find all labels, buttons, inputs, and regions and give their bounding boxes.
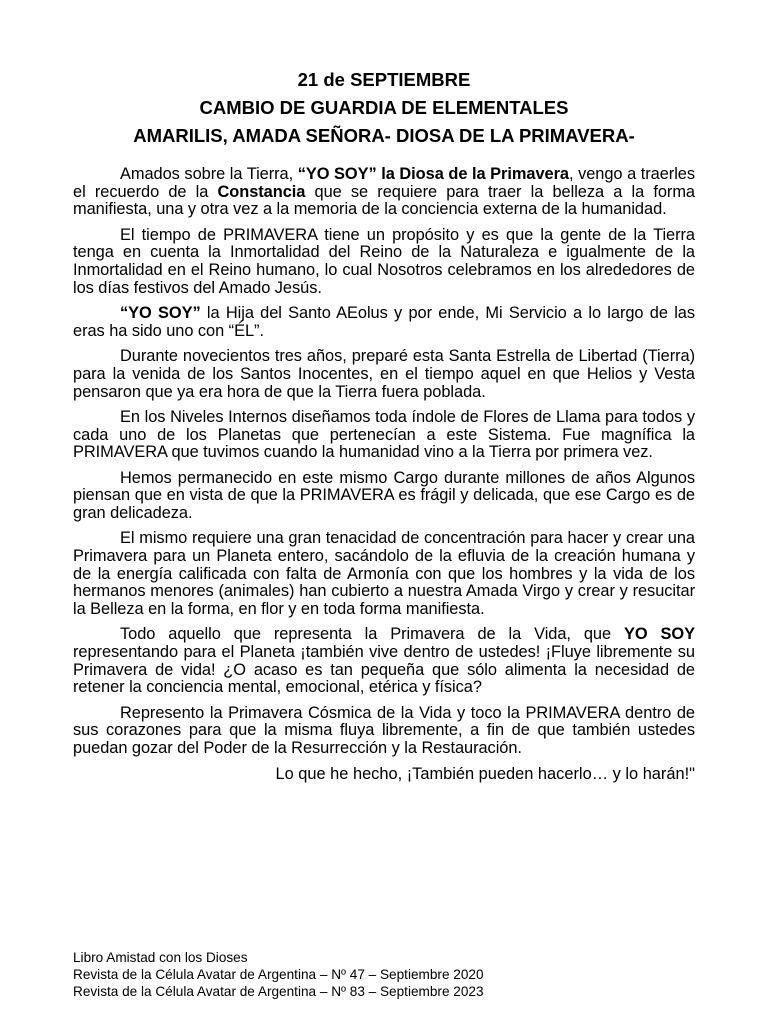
footer-source-magazine-47: Revista de la Célula Avatar de Argentina – Nº 47 – Septiembre 2020 <box>73 967 484 982</box>
paragraph-2: El tiempo de PRIMAVERA tiene un propósito y es que la gente de la Tierra tenga en cuenta la Inmortalidad del Reino de la Naturaleza e igualmente de la Inmortalidad en el Reino humano, lo cual Nosotros celebramos en los alrededores de los días festivos del Amado Jesús. <box>73 225 695 297</box>
paragraph-8-text-c: representando para el Planeta ¡también vive dentro de ustedes! ¡Fluye libremente su Primavera de vida! ¿O acaso es tan pequeña que sólo alimenta la necesidad de retener la conciencia mental, emocional, etérica y física? <box>73 643 695 697</box>
paragraph-7: El mismo requiere una gran tenacidad de concentración para hacer y crear una Primavera para un Planeta entero, sacándolo de la efluvia de la creación humana y de la energía calificada con falta de Armonía con que los hombres y la vida de los hermanos menores (animales) han cubierto a nuestra Amada Virgo y crear y resucitar la Belleza en la forma, en flor y en toda forma manifiesta. <box>73 529 695 619</box>
paragraph-8-bold-b: YO SOY <box>624 625 696 644</box>
header-subtitle: AMARILIS, AMADA SEÑORA- DIOSA DE LA PRIMAVERA- <box>133 125 635 146</box>
paragraph-6: Hemos permanecido en este mismo Cargo durante millones de años Algunos piensan que en vista de que la PRIMAVERA es frágil y delicada, que ese Cargo es de gran delicadeza. <box>73 468 695 522</box>
paragraph-1-text-c: , vengo a traerles el recuerdo de la <box>73 165 695 201</box>
paragraph-8-text-a: Todo aquello que representa la Primavera de la Vida, que <box>120 625 625 644</box>
paragraph-1-bold-d: Constancia <box>217 182 306 201</box>
paragraph-3-text-b: la Hija del Santo AEolus y por ende, Mi Servicio a lo largo de las eras ha sido uno con “ÉL”. <box>73 304 695 340</box>
paragraph-1-text-e: que se requiere para traer la belleza a la forma manifiesta, una y otra vez a la memoria de la conciencia externa de la humanidad. <box>73 182 695 219</box>
header-date: 21 de SEPTIEMBRE <box>297 69 471 90</box>
closing-line: Lo que he hecho, ¡También pueden hacerlo… y lo harán!" <box>275 765 695 784</box>
footer-source-magazine-83: Revista de la Célula Avatar de Argentina – Nº 83 – Septiembre 2023 <box>73 984 484 999</box>
document-footer <box>73 949 484 1000</box>
paragraph-1-text-a: Amados sobre la Tierra, <box>120 165 298 183</box>
paragraph-1 <box>73 166 695 219</box>
paragraph-9: Represento la Primavera Cósmica de la Vida y toco la PRIMAVERA dentro de sus corazones para que la misma fluya libremente, a fin de que también ustedes puedan gozar del Poder de la Resurrección y la Restauración. <box>73 703 695 758</box>
paragraph-4: Durante novecientos tres años, preparé esta Santa Estrella de Libertad (Tierra) para la venida de los Santos Inocentes, en el tiempo aquel en que Helios y Vesta pensaron que ya era hora de que la Tierra fuera poblada. <box>73 347 695 401</box>
header-title: CAMBIO DE GUARDIA DE ELEMENTALES <box>199 97 569 118</box>
document-header <box>73 66 695 150</box>
paragraph-8 <box>73 626 695 697</box>
footer-source-book: Libro Amistad con los Dioses <box>73 950 248 965</box>
document-page <box>73 66 695 787</box>
paragraph-3 <box>73 305 695 340</box>
paragraph-1-bold-b: “YO SOY” la Diosa de la Primavera <box>297 165 569 183</box>
paragraph-3-bold-a: “YO SOY” <box>120 304 201 323</box>
paragraph-5: En los Niveles Internos diseñamos toda índole de Flores de Llama para todos y cada uno de los Planetas que pertenecían a este Sistema. Fue magnífica la PRIMAVERA que tuvimos cuando la humanidad vino a la Tierra por primera vez. <box>73 407 695 462</box>
